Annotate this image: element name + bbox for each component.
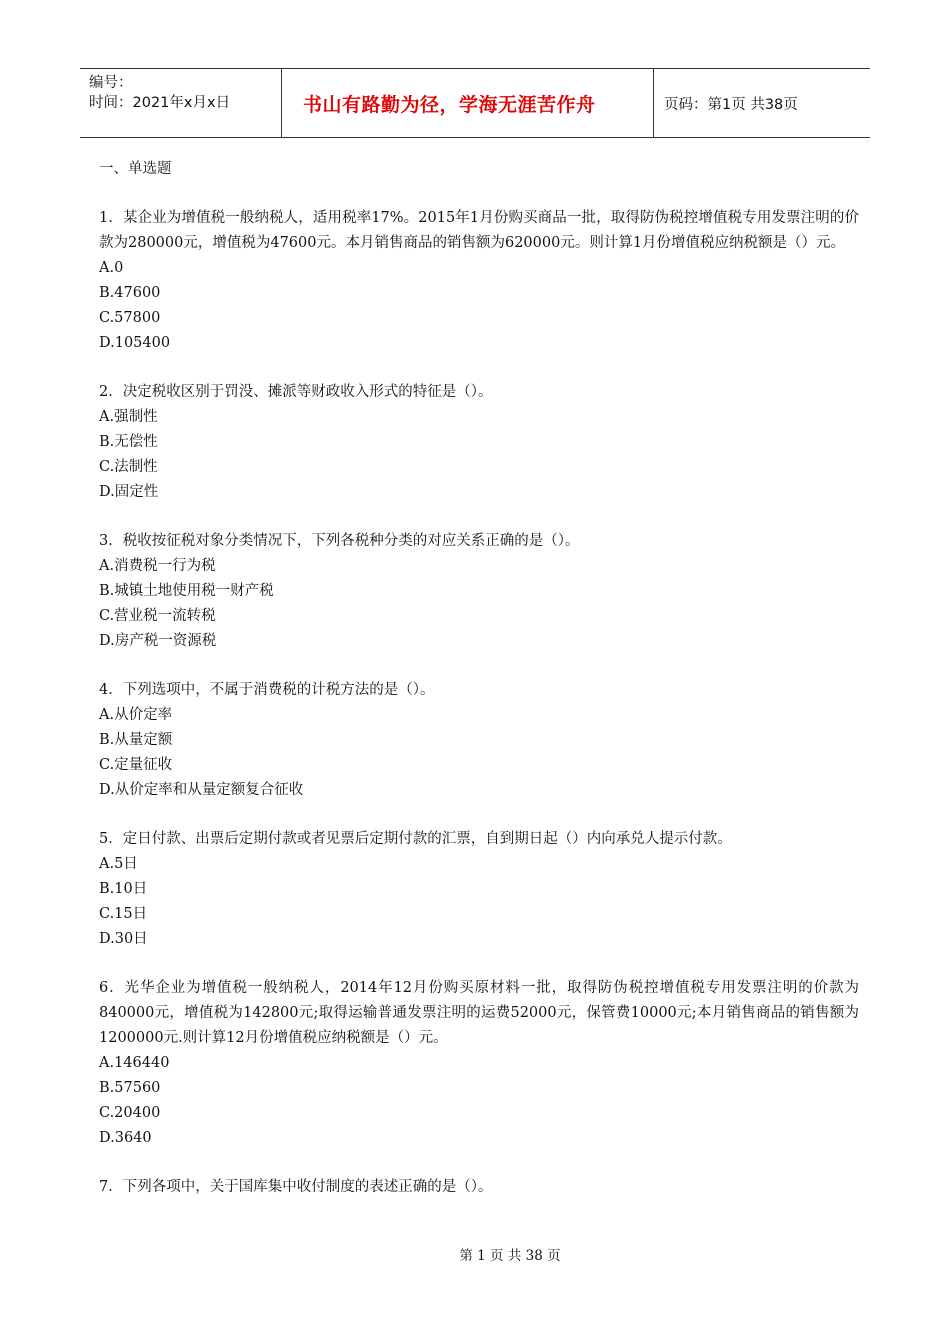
question-text: 5．定日付款、出票后定期付款或者见票后定期付款的汇票，自到期日起（）内向承兑人提示付款。 [99, 831, 732, 847]
page-footer: 第 1 页 共 38 页 [459, 1248, 561, 1264]
question-4 [99, 678, 859, 803]
question-option: D.3640 [99, 1130, 152, 1146]
question-option: D.房产税一资源税 [99, 633, 217, 649]
number-label: 编号： [89, 75, 133, 91]
question-option: B.城镇土地使用税一财产税 [99, 583, 274, 599]
question-option: D.105400 [99, 335, 171, 351]
question-text: 7．下列各项中，关于国库集中收付制度的表述正确的是（）。 [99, 1179, 493, 1195]
question-option: A.从价定率 [99, 707, 173, 723]
question-option: A.0 [99, 260, 124, 276]
question-option: D.固定性 [99, 484, 159, 500]
time-label: 时间：2021年x月x日 [89, 95, 231, 111]
question-3 [99, 529, 859, 654]
question-option: C.15日 [99, 906, 148, 922]
section-title: 一、单选题 [99, 161, 172, 177]
question-option: B.47600 [99, 285, 161, 301]
question-option: C.定量征收 [99, 757, 173, 773]
question-text: 6．光华企业为增值税一般纳税人，2014年12月份购买原材料一批，取得防伪税控增值税专用发票注明的价款为840000元，增值税为142800元;取得运输普通发票注明的运费52000元，保管费10000元;本月销售商品的销售额为1200000元.则计算12月份增值税应纳税额是（）元。 [99, 980, 859, 1046]
question-1 [99, 206, 859, 356]
question-option: C.57800 [99, 310, 161, 326]
question-option: D.30日 [99, 931, 148, 947]
question-option: A.强制性 [99, 409, 158, 425]
question-option: B.无偿性 [99, 434, 158, 450]
document-body [99, 157, 859, 1224]
question-7 [99, 1175, 859, 1200]
question-option: C.营业税一流转税 [99, 608, 216, 624]
question-2 [99, 380, 859, 505]
question-option: B.从量定额 [99, 732, 173, 748]
header-meta [80, 69, 282, 137]
question-option: A.146440 [99, 1055, 170, 1071]
question-option: A.消费税一行为税 [99, 558, 216, 574]
question-option: C.法制性 [99, 459, 158, 475]
question-text: 3．税收按征税对象分类情况下，下列各税种分类的对应关系正确的是（）。 [99, 533, 580, 549]
question-option: B.57560 [99, 1080, 161, 1096]
question-option: D.从价定率和从量定额复合征收 [99, 782, 304, 798]
question-option: B.10日 [99, 881, 148, 897]
question-option: C.20400 [99, 1105, 161, 1121]
question-text: 2．决定税收区别于罚没、摊派等财政收入形式的特征是（）。 [99, 384, 493, 400]
document-header [80, 68, 870, 138]
page-label: 页码：第1页 共38页 [664, 96, 798, 113]
question-list [99, 206, 859, 1200]
motto: 书山有路勤为径，学海无涯苦作舟 [282, 69, 654, 137]
question-text: 4．下列选项中，不属于消费税的计税方法的是（）。 [99, 682, 435, 698]
question-5 [99, 827, 859, 952]
question-text: 1．某企业为增值税一般纳税人，适用税率17%。2015年1月份购买商品一批，取得防伪税控增值税专用发票注明的价款为280000元，增值税为47600元。本月销售商品的销售额为620000元。则计算1月份增值税应纳税额是（）元。 [99, 210, 859, 251]
question-6 [99, 976, 859, 1151]
question-option: A.5日 [99, 856, 138, 872]
